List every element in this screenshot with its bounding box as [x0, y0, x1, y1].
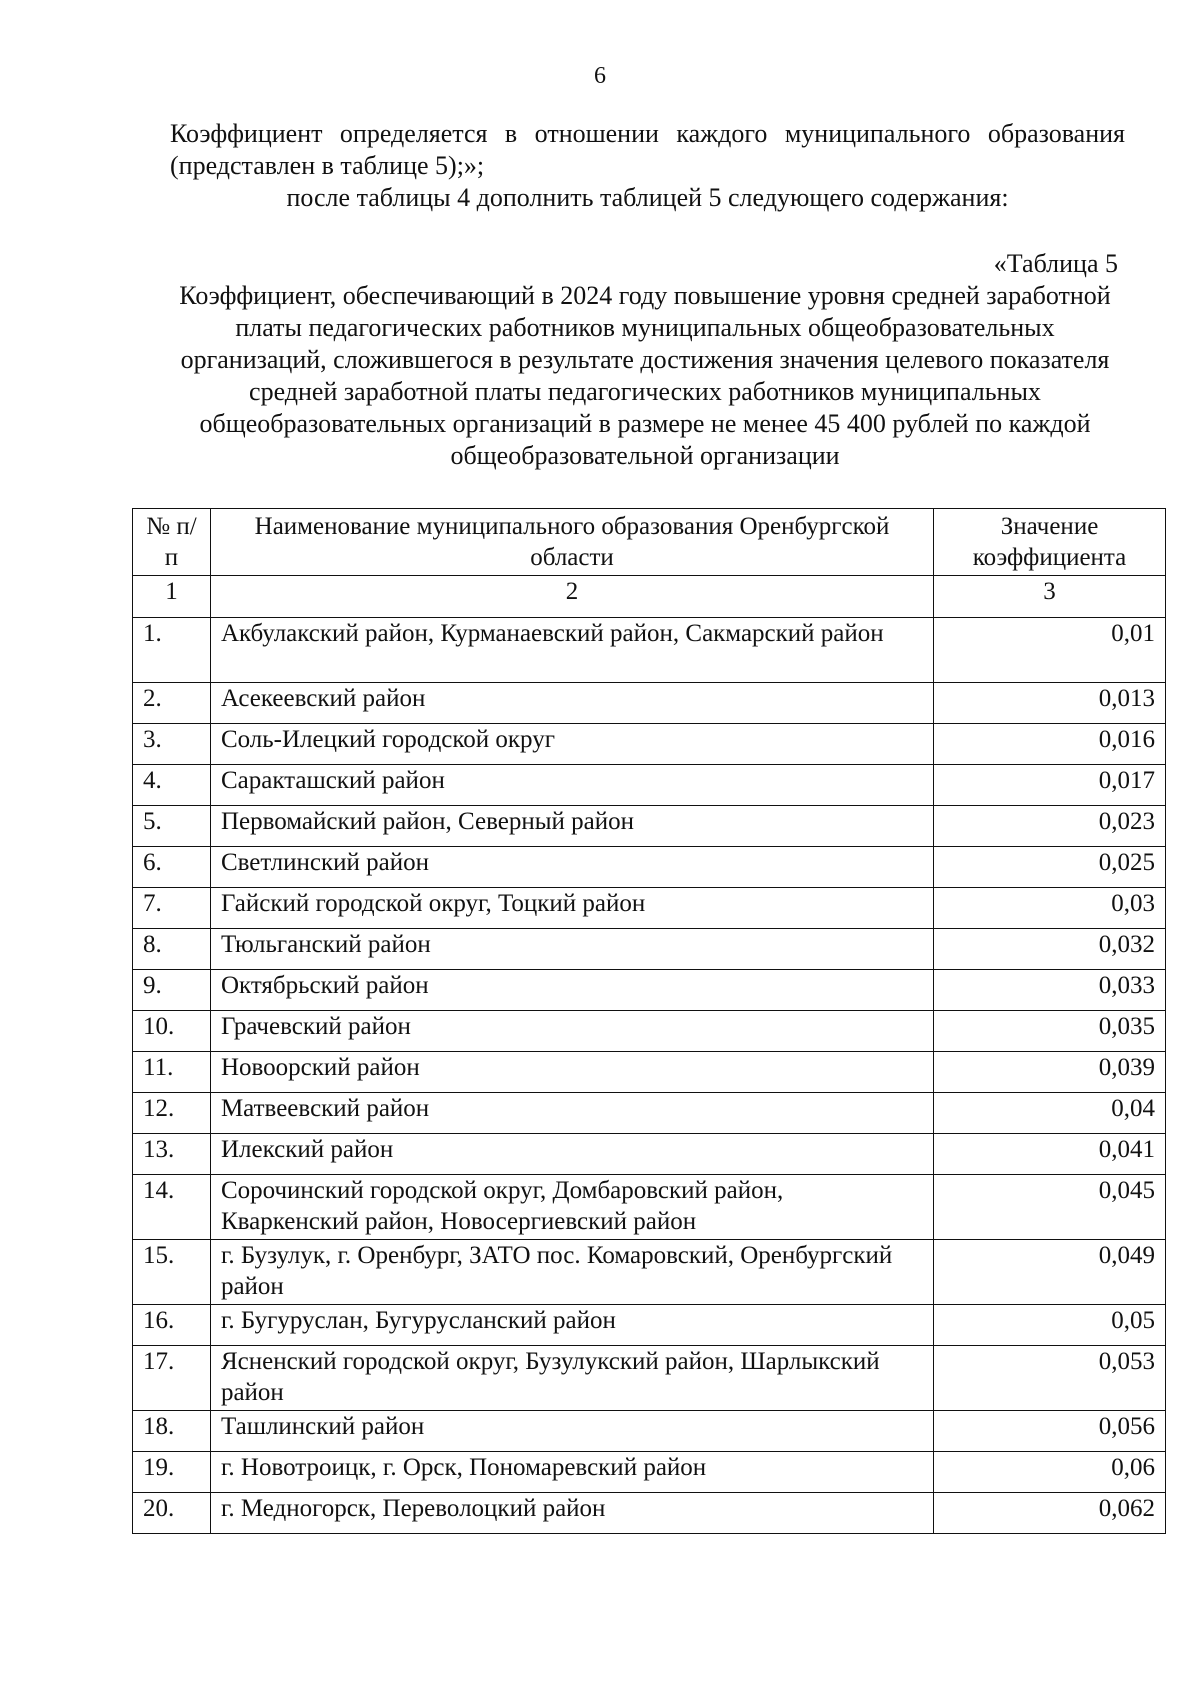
table-row	[133, 1052, 1166, 1093]
row-coefficient: 0,017	[934, 765, 1166, 806]
coefficient-table	[132, 508, 1166, 1534]
table-row	[133, 1411, 1166, 1452]
table-row	[133, 1305, 1166, 1346]
index-col-1: 1	[133, 576, 211, 618]
table-row	[133, 1134, 1166, 1175]
row-number: 19.	[133, 1452, 211, 1493]
row-number: 7.	[133, 888, 211, 929]
table-row	[133, 765, 1166, 806]
row-coefficient: 0,035	[934, 1011, 1166, 1052]
table-row	[133, 724, 1166, 765]
header-number: № п/п	[133, 509, 211, 576]
row-number: 1.	[133, 618, 211, 683]
intro-paragraph: Коэффициент определяется в отношении каждого муниципального образования (представлен в таблице 5);»;	[170, 119, 1125, 180]
row-number: 11.	[133, 1052, 211, 1093]
row-number: 13.	[133, 1134, 211, 1175]
table-header-row	[133, 509, 1166, 576]
row-municipality: Светлинский район	[210, 847, 933, 888]
row-number: 4.	[133, 765, 211, 806]
header-municipality: Наименование муниципального образования Оренбургской области	[210, 509, 933, 576]
row-number: 10.	[133, 1011, 211, 1052]
table-row	[133, 806, 1166, 847]
row-coefficient: 0,045	[934, 1175, 1166, 1240]
row-municipality: г. Бугуруслан, Бугурусланский район	[210, 1305, 933, 1346]
row-municipality: Асекеевский район	[210, 683, 933, 724]
row-number: 17.	[133, 1346, 211, 1411]
row-municipality: Первомайский район, Северный район	[210, 806, 933, 847]
row-coefficient: 0,049	[934, 1240, 1166, 1305]
table-row	[133, 1240, 1166, 1305]
table-row	[133, 847, 1166, 888]
table-body	[133, 618, 1166, 1534]
row-number: 16.	[133, 1305, 211, 1346]
row-municipality: Саракташский район	[210, 765, 933, 806]
row-municipality: Соль-Илецкий городской округ	[210, 724, 933, 765]
row-coefficient: 0,025	[934, 847, 1166, 888]
index-col-2: 2	[210, 576, 933, 618]
table-row	[133, 683, 1166, 724]
row-municipality: Сорочинский городской округ, Домбаровский район, Кваркенский район, Новосергиевский район	[210, 1175, 933, 1240]
amendment-paragraph: после таблицы 4 дополнить таблицей 5 следующего содержания:	[286, 183, 1009, 212]
table-row	[133, 618, 1166, 683]
table-title: Коэффициент, обеспечивающий в 2024 году повышение уровня средней заработной платы педагогических работников муниципальных общеобразовательных организаций, сложившегося в результате достижения значения целевого показателя средней заработной платы педагогических работников муниципальных общеобразовательных организаций в размере не менее 45 400 рублей по каждой общеобразовательной организации	[179, 281, 1111, 470]
table-caption: «Таблица 5	[993, 249, 1118, 278]
row-number: 18.	[133, 1411, 211, 1452]
row-coefficient: 0,032	[934, 929, 1166, 970]
table-row	[133, 1175, 1166, 1240]
row-number: 20.	[133, 1493, 211, 1534]
row-coefficient: 0,053	[934, 1346, 1166, 1411]
row-coefficient: 0,05	[934, 1305, 1166, 1346]
header-coefficient: Значение коэффициента	[934, 509, 1166, 576]
row-coefficient: 0,041	[934, 1134, 1166, 1175]
row-municipality: г. Медногорск, Переволоцкий район	[210, 1493, 933, 1534]
row-coefficient: 0,023	[934, 806, 1166, 847]
row-municipality: Ясненский городской округ, Бузулукский район, Шарлыкский район	[210, 1346, 933, 1411]
row-number: 5.	[133, 806, 211, 847]
table-row	[133, 1493, 1166, 1534]
table-row	[133, 1452, 1166, 1493]
table-index-row	[133, 576, 1166, 618]
row-coefficient: 0,06	[934, 1452, 1166, 1493]
row-municipality: Гайский городской округ, Тоцкий район	[210, 888, 933, 929]
row-coefficient: 0,056	[934, 1411, 1166, 1452]
row-coefficient: 0,03	[934, 888, 1166, 929]
row-municipality: г. Бузулук, г. Оренбург, ЗАТО пос. Комаровский, Оренбургский район	[210, 1240, 933, 1305]
row-number: 6.	[133, 847, 211, 888]
row-municipality: г. Новотроицк, г. Орск, Пономаревский район	[210, 1452, 933, 1493]
page-number: 6	[594, 63, 606, 89]
row-municipality: Новоорский район	[210, 1052, 933, 1093]
table-row	[133, 888, 1166, 929]
row-municipality: Илекский район	[210, 1134, 933, 1175]
table-row	[133, 1011, 1166, 1052]
row-coefficient: 0,033	[934, 970, 1166, 1011]
row-municipality: Ташлинский район	[210, 1411, 933, 1452]
table-row	[133, 970, 1166, 1011]
row-municipality: Тюльганский район	[210, 929, 933, 970]
row-number: 12.	[133, 1093, 211, 1134]
row-municipality: Матвеевский район	[210, 1093, 933, 1134]
row-number: 15.	[133, 1240, 211, 1305]
index-col-3: 3	[934, 576, 1166, 618]
table-row	[133, 929, 1166, 970]
row-coefficient: 0,013	[934, 683, 1166, 724]
row-number: 8.	[133, 929, 211, 970]
row-number: 2.	[133, 683, 211, 724]
row-municipality: Октябрьский район	[210, 970, 933, 1011]
table-row	[133, 1346, 1166, 1411]
row-municipality: Грачевский район	[210, 1011, 933, 1052]
row-coefficient: 0,01	[934, 618, 1166, 683]
row-coefficient: 0,04	[934, 1093, 1166, 1134]
row-municipality: Акбулакский район, Курманаевский район, Сакмарский район	[210, 618, 933, 683]
table-row	[133, 1093, 1166, 1134]
row-number: 9.	[133, 970, 211, 1011]
row-number: 3.	[133, 724, 211, 765]
row-coefficient: 0,062	[934, 1493, 1166, 1534]
row-coefficient: 0,039	[934, 1052, 1166, 1093]
row-coefficient: 0,016	[934, 724, 1166, 765]
row-number: 14.	[133, 1175, 211, 1240]
